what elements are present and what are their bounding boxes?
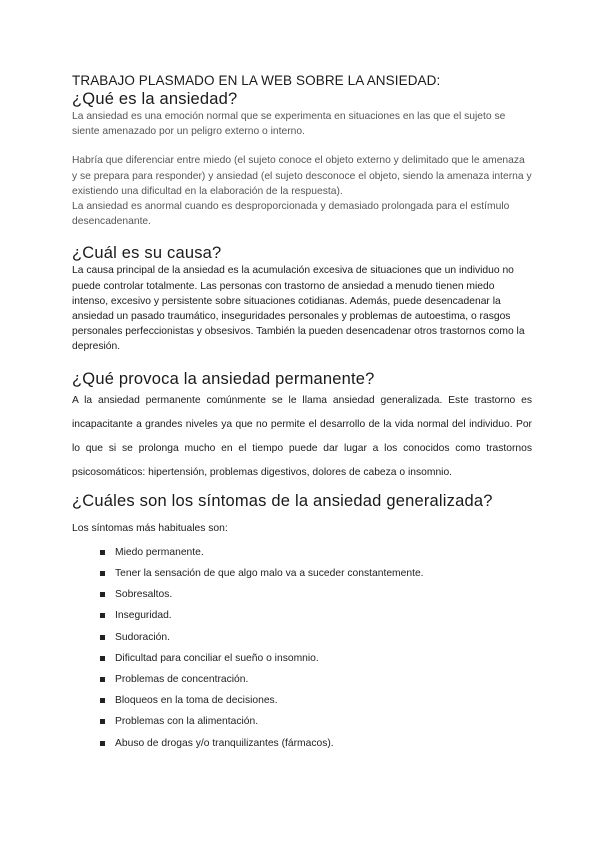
list-intro: Los síntomas más habituales son: (72, 522, 228, 534)
square-bullet-icon (100, 677, 105, 682)
square-bullet-icon (100, 719, 105, 724)
square-bullet-icon (100, 698, 105, 703)
list-item: Inseguridad. (72, 605, 532, 626)
section-heading-que-es: ¿Qué es la ansiedad? (72, 90, 238, 108)
square-bullet-icon (100, 592, 105, 597)
section-heading-ansiedad-permanente: ¿Qué provoca la ansiedad permanente? (72, 369, 375, 388)
paragraph: La ansiedad es anormal cuando es desproporcionada y demasiado prolongada para el estímulo desencadenante. (72, 201, 510, 228)
square-bullet-icon (100, 656, 105, 661)
list-item: Abuso de drogas y/o tranquilizantes (fármacos). (72, 733, 532, 754)
document-page (72, 72, 532, 754)
list-item: Miedo permanente. (72, 542, 532, 563)
list-item: Sobresaltos. (72, 584, 532, 605)
list-item: Tener la sensación de que algo malo va a suceder constantemente. (72, 563, 532, 584)
list-item: Problemas con la alimentación. (72, 711, 532, 732)
section-body (72, 389, 532, 485)
square-bullet-icon (100, 613, 105, 618)
square-bullet-icon (100, 550, 105, 555)
list-item: Bloqueos en la toma de decisiones. (72, 690, 532, 711)
paragraph: A la ansiedad permanente comúnmente se le llama ansiedad generalizada. Este trastorno es incapacitante a grandes niveles ya que no permite el desarrollo de la vida normal del individuo. Por lo que si se prolonga mucho en el tiempo puede dar lugar a los conocidos como trastornos psicosomáticos: hipertensión, problemas digestivos, dolores de cabeza o insomnio. (72, 394, 532, 478)
list-item: Dificultad para conciliar el sueño o insomnio. (72, 648, 532, 669)
document-title: TRABAJO PLASMADO EN LA WEB SOBRE LA ANSIEDAD: (72, 73, 441, 88)
symptom-list (72, 542, 532, 754)
section-heading-causa: ¿Cuál es su causa? (72, 244, 222, 263)
square-bullet-icon (100, 635, 105, 640)
list-item: Sudoración. (72, 627, 532, 648)
square-bullet-icon (100, 741, 105, 746)
paragraph: Habría que diferenciar entre miedo (el sujeto conoce el objeto externo y delimitado que le amenaza y se prepara para responder) y ansiedad (el sujeto desconoce el objeto, siendo la amenaza interna y existiendo una dificultad en la elaboración de la respuesta). (72, 155, 532, 197)
paragraph: La causa principal de la ansiedad es la acumulación excesiva de situaciones que un individuo no puede controlar totalmente. Las personas con trastorno de ansiedad a menudo tienen miedo intenso, excesivo y persistente sobre situaciones cotidianas. Además, puede desencadenar la ansiedad un pasado traumático, inseguridades personales y problemas de autoestima, o rasgos personales perfeccionistas y obsesivos. También la pueden desencadenar otros trastornos como la depresión. (72, 265, 525, 353)
list-item: Problemas de concentración. (72, 669, 532, 690)
paragraph: La ansiedad es una emoción normal que se experimenta en situaciones en las que el sujeto se siente amenazado por un peligro externo o interno. (72, 111, 506, 138)
section-heading-sintomas: ¿Cuáles son los síntomas de la ansiedad generalizada? (72, 491, 493, 510)
square-bullet-icon (100, 571, 105, 576)
